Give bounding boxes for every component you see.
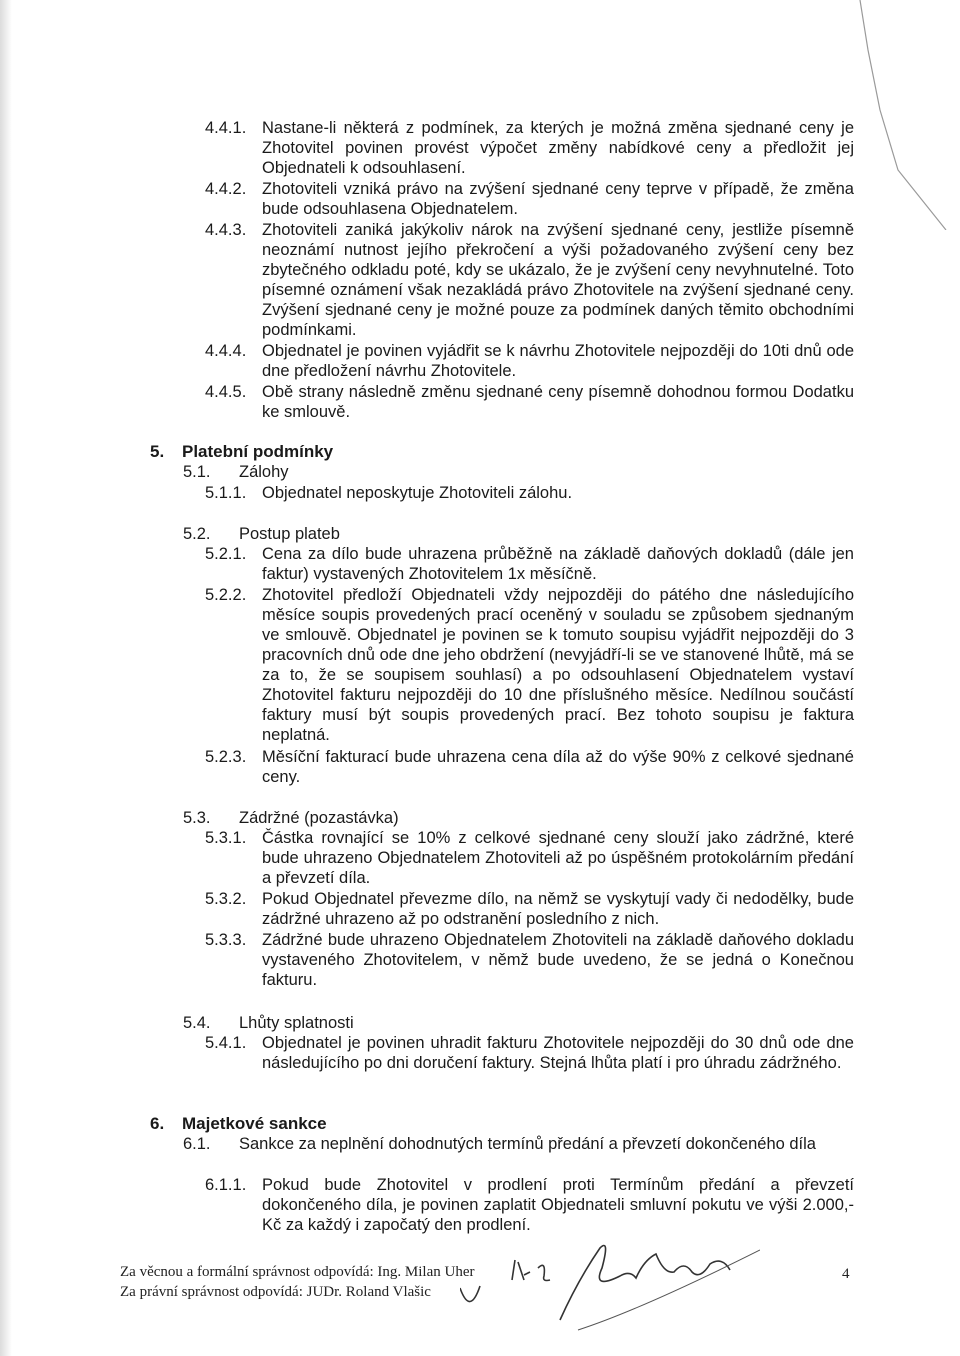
clause-text: Pokud bude Zhotovitel v prodlení proti Termínům předání a převzetí dokončeného díla, je povinen zaplatit Objednateli smluvní pokutu ve výši 2.000,- Kč za každý i započatý den prodlení.: [262, 1176, 854, 1234]
page-number: 4: [842, 1266, 850, 1282]
scan-edge-shadow: [0, 0, 12, 1356]
clause-text: Zhotoviteli zaniká jakýkoliv nárok na zvýšení sjednané ceny, jestliže písemně neoznámí nutnost jejího překročení a výši požadovaného zvýšení ceny bez zbytečného odkladu poté, kdy se ukázalo, že je zvýšení ceny nevyhnutelné. Toto písemné oznámení však nezakládá právo Zhotovitele na zvýšení sjednané ceny. Zvýšení sjednané ceny je možné pouze za podmínek daných těmito obchodními podmínkami.: [262, 221, 854, 339]
section-number: 5.: [150, 442, 165, 461]
clause-text: Pokud Objednatel převezme dílo, na němž se vyskytují vady či nedodělky, bude zádržné uhrazeno až po odstranění posledního z nich.: [262, 890, 854, 928]
clause-text: Objednatel je povinen uhradit fakturu Zhotovitele nejpozději do 30 dnů ode dne následujícího po dni doručení faktury. Stejná lhůta platí i pro úhradu zádržného.: [262, 1034, 854, 1072]
clause-number: 4.4.4.: [205, 342, 247, 360]
clause-text: Objednatel je povinen vyjádřit se k návrhu Zhotovitele nejpozději do 10ti dnů ode dne předložení návrhu Zhotovitele.: [262, 342, 854, 380]
clause-number: 6.1.1.: [205, 1176, 247, 1194]
clause-text: Obě strany následně změnu sjednané ceny písemně dohodnou formou Dodatku ke smlouvě.: [262, 383, 854, 421]
subsection-number: 5.2.: [183, 525, 211, 543]
clause-number: 5.2.1.: [205, 545, 247, 563]
subsection-number: 6.1.: [183, 1135, 211, 1153]
clause-number: 4.4.1.: [205, 119, 247, 137]
clause-text: Objednatel neposkytuje Zhotoviteli zálohu.: [262, 484, 573, 502]
subsection-number: 5.4.: [183, 1014, 211, 1032]
subsection-title: Postup plateb: [239, 525, 340, 543]
clause-number: 5.4.1.: [205, 1034, 247, 1052]
subsection-title: Zálohy: [239, 463, 289, 481]
handwritten-signature: [460, 1220, 760, 1340]
clause-text: Zhotovitel předloží Objednateli vždy nejpozději do pátého dne následujícího měsíce soupis provedených prací oceněný v souladu se způsobem sjednaným ve smlouvě. Objednatel je povinen se k tomuto soupisu vyjádřit nejpozději do 3 pracovních dnů ode dne jeho obdržení (nevyjádří-li se ve stanovené lhůtě, má se za to, že se soupisem souhlasí) a po odsouhlasení Objednatelem vystaví Zhotovitel fakturu nejpozději do 10 dne příslušného měsíce. Nedílnou součástí faktury musí být soupis provedených prací. Bez tohoto soupisu je faktura neplatná.: [262, 586, 854, 744]
clause-number: 5.2.3.: [205, 748, 247, 766]
clause-number: 5.3.2.: [205, 890, 247, 908]
footer-responsibility: [120, 1262, 475, 1302]
clause-text: Částka rovnající se 10% z celkové sjednané ceny slouží jako zádržné, které bude uhrazeno Objednatelem Zhotoviteli až po úspěšném protokolárním předání a převzetí díla.: [262, 829, 854, 887]
footer-line-legal: Za právní správnost odpovídá: JUDr. Roland Vlašic: [120, 1284, 431, 1300]
subsection-number: 5.3.: [183, 809, 211, 827]
footer-line-technical: Za věcnou a formální správnost odpovídá: Ing. Milan Uher: [120, 1264, 475, 1280]
clause-number: 5.2.2.: [205, 586, 247, 604]
clause-text: Nastane-li některá z podmínek, za kterých je možná změna sjednané ceny je Zhotovitel povinen provést výpočet změny nabídkové ceny a předložit jej Objednateli k odsouhlasení.: [262, 119, 854, 177]
clause-text: Cena za dílo bude uhrazena průběžně na základě daňových dokladů (dále jen faktur) vystavených Zhotovitelem 1x měsíčně.: [262, 545, 854, 583]
clause-number: 5.1.1.: [205, 484, 247, 502]
clause-text: Měsíční fakturací bude uhrazena cena díla až do výše 90% z celkové sjednané ceny.: [262, 748, 854, 786]
subsection-title: Sankce za neplnění dohodnutých termínů předání a převzetí dokončeného díla: [239, 1135, 816, 1153]
section-number: 6.: [150, 1114, 165, 1133]
clause-number: 5.3.3.: [205, 931, 247, 949]
scan-artifact-line: [858, 0, 948, 230]
clause-number: 4.4.2.: [205, 180, 247, 198]
section-title: Majetkové sankce: [182, 1114, 327, 1133]
subsection-title: Zádržné (pozastávka): [239, 809, 399, 827]
clause-text: Zhotoviteli vzniká právo na zvýšení sjednané ceny teprve v případě, že změna bude odsouhlasena Objednatelem.: [262, 180, 854, 218]
clause-number: 5.3.1.: [205, 829, 247, 847]
subsection-title: Lhůty splatnosti: [239, 1014, 354, 1032]
clause-number: 4.4.3.: [205, 221, 247, 239]
subsection-number: 5.1.: [183, 463, 211, 481]
clause-text: Zádržné bude uhrazeno Objednatelem Zhotoviteli na základě daňového dokladu vystaveného Zhotovitelem, v němž bude uvedeno, že se jedná o Konečnou fakturu.: [262, 931, 854, 989]
section-title: Platební podmínky: [182, 442, 334, 461]
clause-number: 4.4.5.: [205, 383, 247, 401]
